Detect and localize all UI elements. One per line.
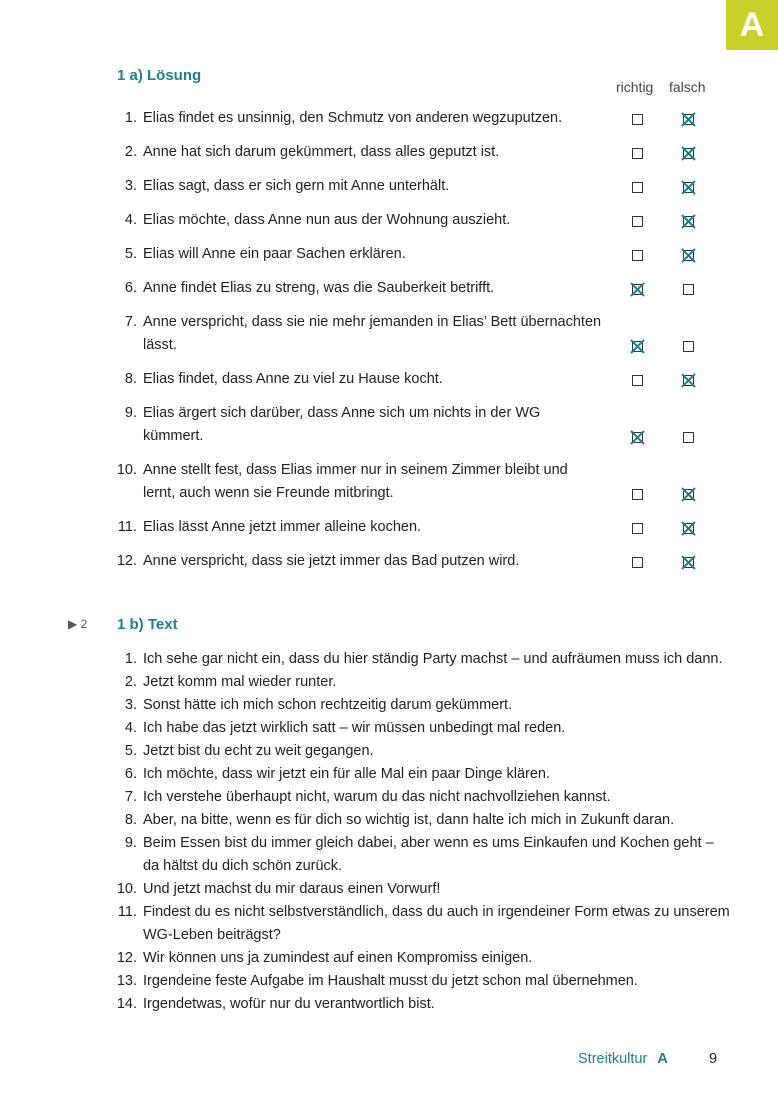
- transcript-text: Jetzt komm mal wieder runter.: [143, 674, 337, 690]
- transcript-number: 11.: [117, 904, 137, 920]
- checkbox-falsch[interactable]: [683, 284, 694, 295]
- unit-corner-tab: A: [726, 0, 778, 50]
- statement-text: Elias will Anne ein paar Sachen erklären.: [143, 246, 406, 262]
- transcript-number: 5.: [124, 743, 137, 759]
- checkbox-falsch[interactable]: [683, 250, 694, 261]
- statement-row: [112, 402, 732, 448]
- checkbox-falsch[interactable]: [683, 148, 694, 159]
- transcript-line: [112, 901, 732, 947]
- transcript-number: 7.: [124, 789, 137, 805]
- statement-row: [112, 459, 732, 505]
- transcript-text: Ich möchte, dass wir jetzt ein für alle Mal ein paar Dinge klären.: [143, 766, 550, 782]
- statement-row: [112, 175, 732, 198]
- transcript-text: Beim Essen bist du immer gleich dabei, aber wenn es ums Einkaufen und Kochen geht – da hältst du dich schön zurück.: [143, 835, 714, 874]
- transcript-number: 10.: [116, 881, 137, 897]
- transcript-line: [112, 878, 732, 901]
- transcript-line: [112, 694, 732, 717]
- footer-chapter-letter: A: [657, 1051, 668, 1067]
- statement-number: 12.: [116, 553, 137, 569]
- transcript-line: [112, 717, 732, 740]
- checkbox-falsch[interactable]: [683, 114, 694, 125]
- checkbox-richtig[interactable]: [632, 523, 643, 534]
- transcript-number: 3.: [124, 697, 137, 713]
- transcript-line: [112, 809, 732, 832]
- transcript-line: [112, 970, 732, 993]
- column-header-richtig: richtig: [616, 79, 654, 95]
- checkbox-falsch[interactable]: [683, 341, 694, 352]
- transcript-text: Aber, na bitte, wenn es für dich so wichtig ist, dann halte ich mich in Zukunft daran.: [143, 812, 675, 828]
- statement-number: 10.: [116, 462, 137, 478]
- checkbox-richtig[interactable]: [632, 284, 643, 295]
- transcript-list: [112, 648, 732, 1016]
- cross-mark-icon: [681, 555, 696, 570]
- statement-number: 2.: [124, 144, 137, 160]
- statement-text: Anne verspricht, dass sie nie mehr jemanden in Elias’ Bett übernachten lässt.: [143, 314, 602, 353]
- transcript-text: Jetzt bist du echt zu weit gegangen.: [143, 743, 374, 759]
- section-a-heading: 1 a) Lösung: [117, 67, 202, 84]
- checkbox-richtig[interactable]: [632, 114, 643, 125]
- cross-mark-icon: [630, 430, 645, 445]
- cross-mark-icon: [681, 373, 696, 388]
- transcript-text: Sonst hätte ich mich schon rechtzeitig darum gekümmert.: [143, 697, 513, 713]
- footer-chapter: [578, 1051, 668, 1067]
- cross-mark-icon: [630, 339, 645, 354]
- transcript-line: [112, 993, 732, 1016]
- transcript-line: [112, 832, 732, 878]
- statement-row: [112, 516, 732, 539]
- transcript-number: 4.: [124, 720, 137, 736]
- transcript-text: Irgendetwas, wofür nur du verantwortlich bist.: [143, 996, 435, 1012]
- statement-text: Anne findet Elias zu streng, was die Sauberkeit betrifft.: [143, 280, 495, 296]
- transcript-text: Irgendeine feste Aufgabe im Haushalt musst du jetzt schon mal übernehmen.: [143, 973, 638, 989]
- statement-text: Anne stellt fest, dass Elias immer nur in seinem Zimmer bleibt und lernt, auch wenn sie Freunde mitbringt.: [143, 462, 568, 501]
- statement-text: Elias sagt, dass er sich gern mit Anne unterhält.: [143, 178, 450, 194]
- statement-row: [112, 368, 732, 391]
- cross-mark-icon: [681, 214, 696, 229]
- checkbox-falsch[interactable]: [683, 182, 694, 193]
- statement-row: [112, 141, 732, 164]
- statement-text: Elias ärgert sich darüber, dass Anne sich um nichts in der WG kümmert.: [143, 405, 541, 444]
- checkbox-richtig[interactable]: [632, 557, 643, 568]
- statement-text: Anne verspricht, dass sie jetzt immer das Bad putzen wird.: [143, 553, 520, 569]
- statement-number: 5.: [124, 246, 137, 262]
- transcript-number: 14.: [116, 996, 137, 1012]
- statement-number: 4.: [124, 212, 137, 228]
- checkbox-falsch[interactable]: [683, 489, 694, 500]
- checkbox-richtig[interactable]: [632, 250, 643, 261]
- statement-number: 1.: [124, 110, 137, 126]
- transcript-line: [112, 648, 732, 671]
- transcript-line: [112, 671, 732, 694]
- checkbox-richtig[interactable]: [632, 182, 643, 193]
- statement-number: 9.: [124, 405, 137, 421]
- statement-row: [112, 209, 732, 232]
- transcript-number: 1.: [124, 651, 137, 667]
- transcript-line: [112, 947, 732, 970]
- statement-row: [112, 107, 732, 130]
- checkbox-richtig[interactable]: [632, 432, 643, 443]
- transcript-text: Ich verstehe überhaupt nicht, warum du das nicht nachvollziehen kannst.: [143, 789, 611, 805]
- statement-number: 7.: [124, 314, 137, 330]
- statement-text: Anne hat sich darum gekümmert, dass alles geputzt ist.: [143, 144, 500, 160]
- transcript-line: [112, 763, 732, 786]
- column-header-falsch: falsch: [669, 79, 706, 95]
- transcript-number: 2.: [124, 674, 137, 690]
- statement-text: Elias lässt Anne jetzt immer alleine kochen.: [143, 519, 422, 535]
- statement-row: [112, 550, 732, 573]
- cross-mark-icon: [681, 146, 696, 161]
- transcript-number: 9.: [124, 835, 137, 851]
- cross-mark-icon: [630, 282, 645, 297]
- statement-number: 11.: [117, 519, 137, 535]
- transcript-text: Ich habe das jetzt wirklich satt – wir müssen unbedingt mal reden.: [143, 720, 566, 736]
- cross-mark-icon: [681, 112, 696, 127]
- statement-text: Elias findet es unsinnig, den Schmutz von anderen wegzuputzen.: [143, 110, 563, 126]
- transcript-text: Und jetzt machst du mir daraus einen Vorwurf!: [143, 881, 441, 897]
- transcript-text: Findest du es nicht selbstverständlich, dass du auch in irgendeiner Form etwas zu unserem WG-Leben beiträgst?: [143, 904, 730, 943]
- transcript-line: [112, 740, 732, 763]
- statement-text: Elias möchte, dass Anne nun aus der Wohnung auszieht.: [143, 212, 511, 228]
- transcript-number: 8.: [124, 812, 137, 828]
- checkbox-richtig[interactable]: [632, 341, 643, 352]
- checkbox-richtig[interactable]: [632, 216, 643, 227]
- footer-chapter-title: Streitkultur: [578, 1051, 648, 1067]
- page-number: 9: [709, 1051, 718, 1067]
- checkbox-richtig[interactable]: [632, 489, 643, 500]
- play-icon: ▶: [68, 617, 78, 631]
- audio-track-marker: [68, 617, 87, 631]
- statement-number: 8.: [124, 371, 137, 387]
- transcript-line: [112, 786, 732, 809]
- true-false-list: [112, 107, 732, 573]
- statement-row: [112, 311, 732, 357]
- checkbox-falsch[interactable]: [683, 432, 694, 443]
- cross-mark-icon: [681, 487, 696, 502]
- transcript-number: 12.: [116, 950, 137, 966]
- statement-row: [112, 243, 732, 266]
- transcript-text: Ich sehe gar nicht ein, dass du hier ständig Party machst – und aufräumen muss ich dann.: [143, 651, 723, 667]
- checkbox-falsch[interactable]: [683, 375, 694, 386]
- cross-mark-icon: [681, 521, 696, 536]
- checkbox-falsch[interactable]: [683, 557, 694, 568]
- track-number: 2: [80, 617, 88, 631]
- cross-mark-icon: [681, 180, 696, 195]
- transcript-text: Wir können uns ja zumindest auf einen Kompromiss einigen.: [143, 950, 533, 966]
- checkbox-falsch[interactable]: [683, 216, 694, 227]
- statement-row: [112, 277, 732, 300]
- checkbox-richtig[interactable]: [632, 148, 643, 159]
- statement-number: 6.: [124, 280, 137, 296]
- statement-text: Elias findet, dass Anne zu viel zu Hause kocht.: [143, 371, 443, 387]
- transcript-number: 6.: [124, 766, 137, 782]
- checkbox-falsch[interactable]: [683, 523, 694, 534]
- cross-mark-icon: [681, 248, 696, 263]
- statement-number: 3.: [124, 178, 137, 194]
- section-b-heading: 1 b) Text: [117, 616, 178, 633]
- checkbox-richtig[interactable]: [632, 375, 643, 386]
- transcript-number: 13.: [116, 973, 137, 989]
